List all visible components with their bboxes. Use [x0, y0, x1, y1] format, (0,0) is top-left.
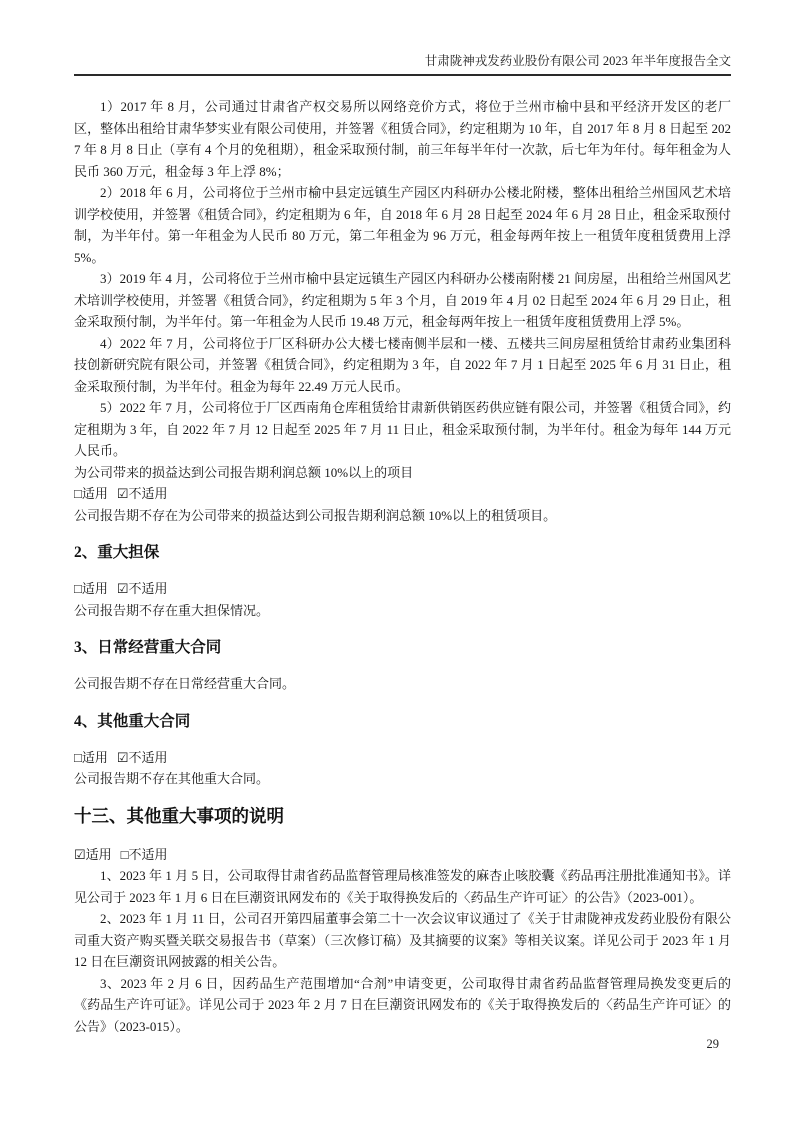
checkbox-applicable: ☑适用 — [74, 846, 112, 862]
other-contract-applicability — [74, 747, 731, 769]
lease-term-1: 1）2017 年 8 月，公司通过甘肃省产权交易所以网络竞价方式，将位于兰州市榆中县和平经济开发区的老厂区，整体出租给甘肃华梦实业有限公司使用，并签署《租赁合同》，约定租期为 10 年，自 2017 年 8 月 8 日起至 2027 年 8 月 8 日止（享有 4 个月的免租期），租金采取预付制，前三年每半年付一次款，后七年为年付。每年租金为人民币 360 万元，租金每 3 年上浮 8%； — [74, 99, 731, 179]
lease-term-3: 3）2019 年 4 月，公司将位于兰州市榆中县定远镇生产园区内科研办公楼南附楼 21 间房屋，出租给兰州国风艺术培训学校使用，并签署《租赁合同》，约定租期为 5 年 3 个月，自 2019 年 4 月 02 日起至 2024 年 6 月 29 日止，租金采取预付制，为半年付。第一年租金为人民币 19.48 万元，租金每两年按上一租赁年度租赁费用上浮 5%。 — [74, 271, 731, 329]
profit-threshold-body: 公司报告期不存在为公司带来的损益达到公司报告期利润总额 10%以上的租赁项目。 — [74, 507, 557, 523]
page-number: 29 — [706, 1037, 719, 1051]
daily-contract-body: 公司报告期不存在日常经营重大合同。 — [74, 676, 296, 691]
other-matters-applicability — [74, 844, 731, 866]
page-header — [74, 54, 731, 76]
lease-term-2: 2）2018 年 6 月，公司将位于兰州市榆中县定远镇生产园区内科研办公楼北附楼，整体出租给兰州国风艺术培训学校使用，并签署《租赁合同》，约定租期为 6 年，自 2018 年 6 月 28 日起至 2024 年 6 月 28 日止，租金采取预付制，为半年付。第一年租金为人民币 80 万元，第二年租金为 96 万元，租金每两年按上一租赁年度租赁费用上浮 5%。 — [74, 185, 731, 265]
other-contract-body: 公司报告期不存在其他重大合同。 — [74, 771, 270, 786]
other-matters-item-2: 2、2023 年 1 月 11 日，公司召开第四届董事会第二十一次会议审议通过了《关于甘肃陇神戎发药业股份有限公司重大资产购买暨关联交易报告书（草案）（三次修订稿）及其摘要的议案》等相关议案。详见公司于 2023 年 1 月 12 日在巨潮资讯网披露的相关公告。 — [74, 911, 731, 969]
section-title-major-guarantee: 2、重大担保 — [74, 544, 160, 561]
profit-threshold-applicability — [74, 483, 731, 505]
document-body — [74, 96, 731, 1037]
guarantee-applicability — [74, 578, 731, 600]
header-title: 甘肃陇神戎发药业股份有限公司 2023 年半年度报告全文 — [424, 54, 731, 68]
checkbox-not-applicable: ☑不适用 — [116, 581, 168, 596]
other-matters-item-3: 3、2023 年 2 月 6 日，因药品生产范围增加“合剂”申请变更，公司取得甘肃省药品监督管理局换发变更后的《药品生产许可证》。详见公司于 2023 年 2 月 7 日在巨潮资讯网发布的《关于取得换发后的〈药品生产许可证〉的公告》（2023-015）。 — [74, 975, 731, 1034]
lease-term-4: 4）2022 年 7 月，公司将位于厂区科研办公大楼七楼南侧半层和一楼、五楼共三间房屋租赁给甘肃药业集团科技创新研究院有限公司，并签署《租赁合同》，约定租期为 3 年，自 2022 年 7 月 1 日起至 2025 年 6 月 31 日止，租金采取预付制，为半年付。租金为每年 22.49 万元人民币。 — [74, 335, 731, 394]
section-title-other-major-matters: 十三、其他重大事项的说明 — [74, 805, 284, 826]
section-title-other-major-contract: 4、其他重大合同 — [74, 712, 191, 730]
lease-term-5: 5）2022 年 7 月，公司将位于厂区西南角仓库租赁给甘肃新供销医药供应链有限公司，并签署《租赁合同》，约定租期为 3 年，自 2022 年 7 月 12 日起至 2025 年 7 月 11 日止，租金采取预付制，为半年付。租金为每年 144 万元人民币。 — [74, 400, 731, 458]
section-title-daily-operation-contract: 3、日常经营重大合同 — [74, 639, 222, 656]
checkbox-applicable: □适用 — [74, 749, 108, 765]
other-matters-item-1: 1、2023 年 1 月 5 日，公司取得甘肃省药品监督管理局核准签发的麻杏止咳胶囊《药品再注册批准通知书》。详见公司于 2023 年 1 月 6 日在巨潮资讯网发布的《关于取得换发后的〈药品生产许可证〉的公告》（2023-001）。 — [74, 868, 731, 905]
checkbox-not-applicable: □不适用 — [120, 846, 168, 862]
checkbox-applicable: □适用 — [74, 581, 108, 596]
guarantee-body: 公司报告期不存在重大担保情况。 — [74, 602, 270, 618]
checkbox-not-applicable: ☑不适用 — [116, 486, 168, 501]
page-content — [74, 54, 731, 1037]
checkbox-not-applicable: ☑不适用 — [116, 749, 168, 765]
checkbox-applicable: □适用 — [74, 486, 108, 501]
profit-threshold-lead: 为公司带来的损益达到公司报告期利润总额 10%以上的项目 — [74, 464, 414, 480]
